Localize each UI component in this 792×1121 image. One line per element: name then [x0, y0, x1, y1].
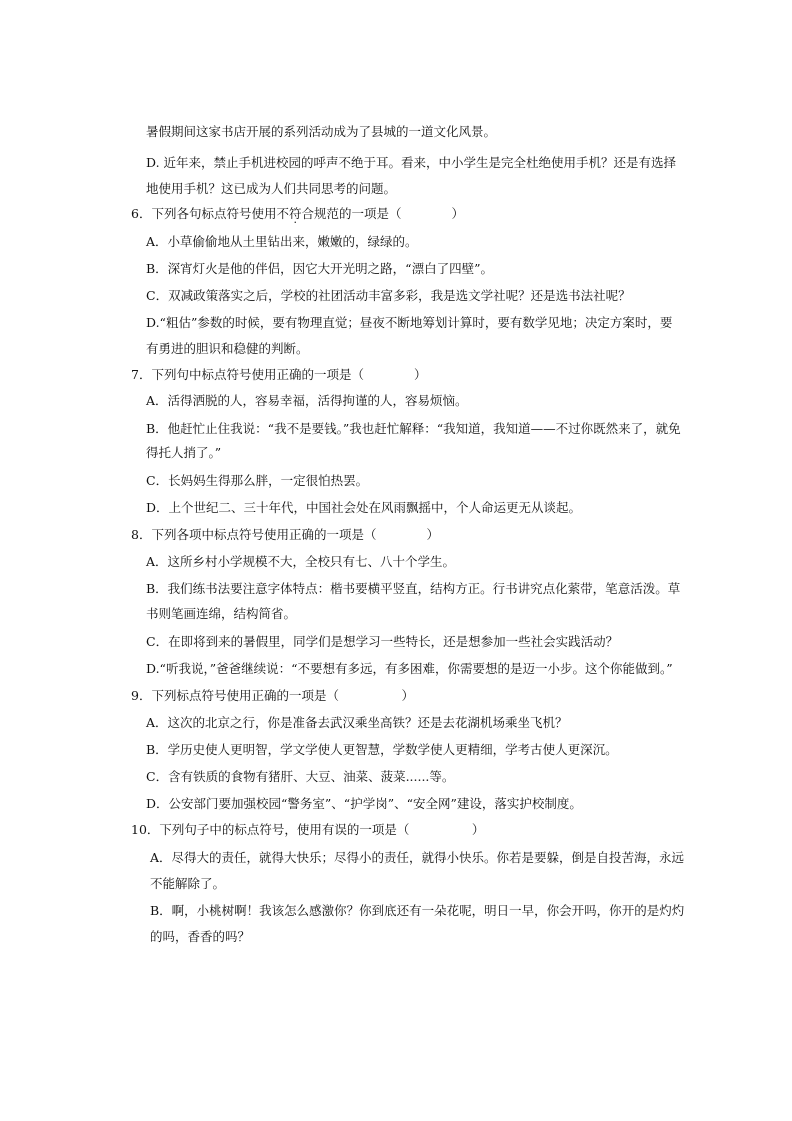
question-8-option-a: A．这所乡村小学规模不大，全校只有七、八十个学生。	[146, 554, 456, 569]
question-7-option-d: D．上个世纪二、三十年代，中国社会处在风雨飘摇中，个人命运更无从谈起。	[146, 500, 582, 515]
question-7-option-b-cont: 得托人捎了。”	[146, 445, 222, 460]
question-6-option-b: B．深宵灯火是他的伴侣，因它大开光明之路，“漂白了四壁”。	[146, 261, 493, 276]
question-9-option-c: C．含有铁质的食物有猪肝、大豆、油菜、菠菜......等。	[146, 769, 455, 784]
question-6-option-a: A．小草偷偷地从土里钻出来，嫩嫩的，绿绿的。	[146, 234, 418, 249]
question-7-stem: 7．下列句中标点符号使用正确的一项是（ ）	[131, 367, 427, 382]
intro-option-d: D. 近年来，禁止手机进校园的呼声不绝于耳。看来，中小学生是完全杜绝使用手机？还是有选择	[146, 155, 677, 170]
question-8-option-b-cont: 书则笔画连绵，结构简省。	[146, 606, 297, 621]
question-9-option-a: A．这次的北京之行，你是准备去武汉乘坐高铁？还是去花湖机场乘坐飞机？	[146, 715, 568, 730]
question-10-option-a-cont: 不能解除了。	[150, 876, 226, 891]
question-8-option-d: D.“听我说，”爸爸继续说：“不要想有多远，有多困难，你需要想的是迈一小步。这个你能做到。”	[146, 661, 673, 676]
question-7-option-c: C．长妈妈生得那么胖，一定很怕热罢。	[146, 473, 369, 488]
question-6-emphasis: 不符合	[276, 206, 314, 221]
intro-line: 地使用手机？这已成为人们共同思考的问题。	[146, 181, 397, 196]
question-10-option-b-cont: 的吗，香香的吗？	[150, 929, 251, 944]
question-6-option-c: C．双减政策落实之后，学校的社团活动丰富多彩，我是选文学社呢？还是选书法社呢？	[146, 288, 631, 303]
question-7-option-b: B．他赶忙止住我说：“我不是要钱。”我也赶忙解释：“我知道，我知道——不过你既然来了，就免	[146, 421, 681, 436]
question-6-option-d-cont: 有勇进的胆识和稳健的判断。	[146, 341, 309, 356]
question-10-option-a: A．尽得大的责任，就得大快乐；尽得小的责任，就得小快乐。你若是要躲，倒是自投苦海，永远	[150, 850, 685, 865]
question-8-option-c: C．在即将到来的暑假里，同学们是想学习一些特长，还是想参加一些社会实践活动？	[146, 634, 619, 649]
question-6-stem-post: 规范的一项是（ ）	[313, 206, 464, 221]
question-8-stem: 8．下列各项中标点符号使用正确的一项是（ ）	[131, 527, 439, 542]
question-9-option-d: D．公安部门要加强校园“警务室”、“护学岗”、“安全网”建设，落实护校制度。	[146, 796, 582, 811]
question-6-option-d: D.“粗估”参数的时候，要有物理直觉；昼夜不断地筹划计算时，要有数学见地；决定方案时，要	[146, 315, 673, 330]
question-6-stem	[131, 206, 464, 222]
question-10-option-b: B．啊，小桃树啊！我该怎么感激你？你到底还有一朵花呢，明日一早，你会开吗，你开的是灼灼	[150, 903, 685, 918]
question-9-stem: 9．下列标点符号使用正确的一项是（ ）	[131, 688, 414, 703]
question-9-option-b: B．学历史使人更明智，学文学使人更智慧，学数学使人更精细，学考古使人更深沉。	[146, 742, 618, 757]
question-6-stem-pre: 6．下列各句标点符号使用	[131, 206, 277, 221]
question-7-option-a: A．活得洒脱的人，容易幸福，活得拘谨的人，容易烦恼。	[146, 393, 468, 408]
question-8-option-b: B．我们练书法要注意字体特点：楷书要横平竖直，结构方正。行书讲究点化萦带，笔意活泼。草	[146, 581, 681, 596]
question-10-stem: 10．下列句子中的标点符号，使用有误的一项是（ ）	[131, 822, 485, 837]
intro-line: 暑假期间这家书店开展的系列活动成为了县城的一道文化风景。	[146, 124, 497, 139]
